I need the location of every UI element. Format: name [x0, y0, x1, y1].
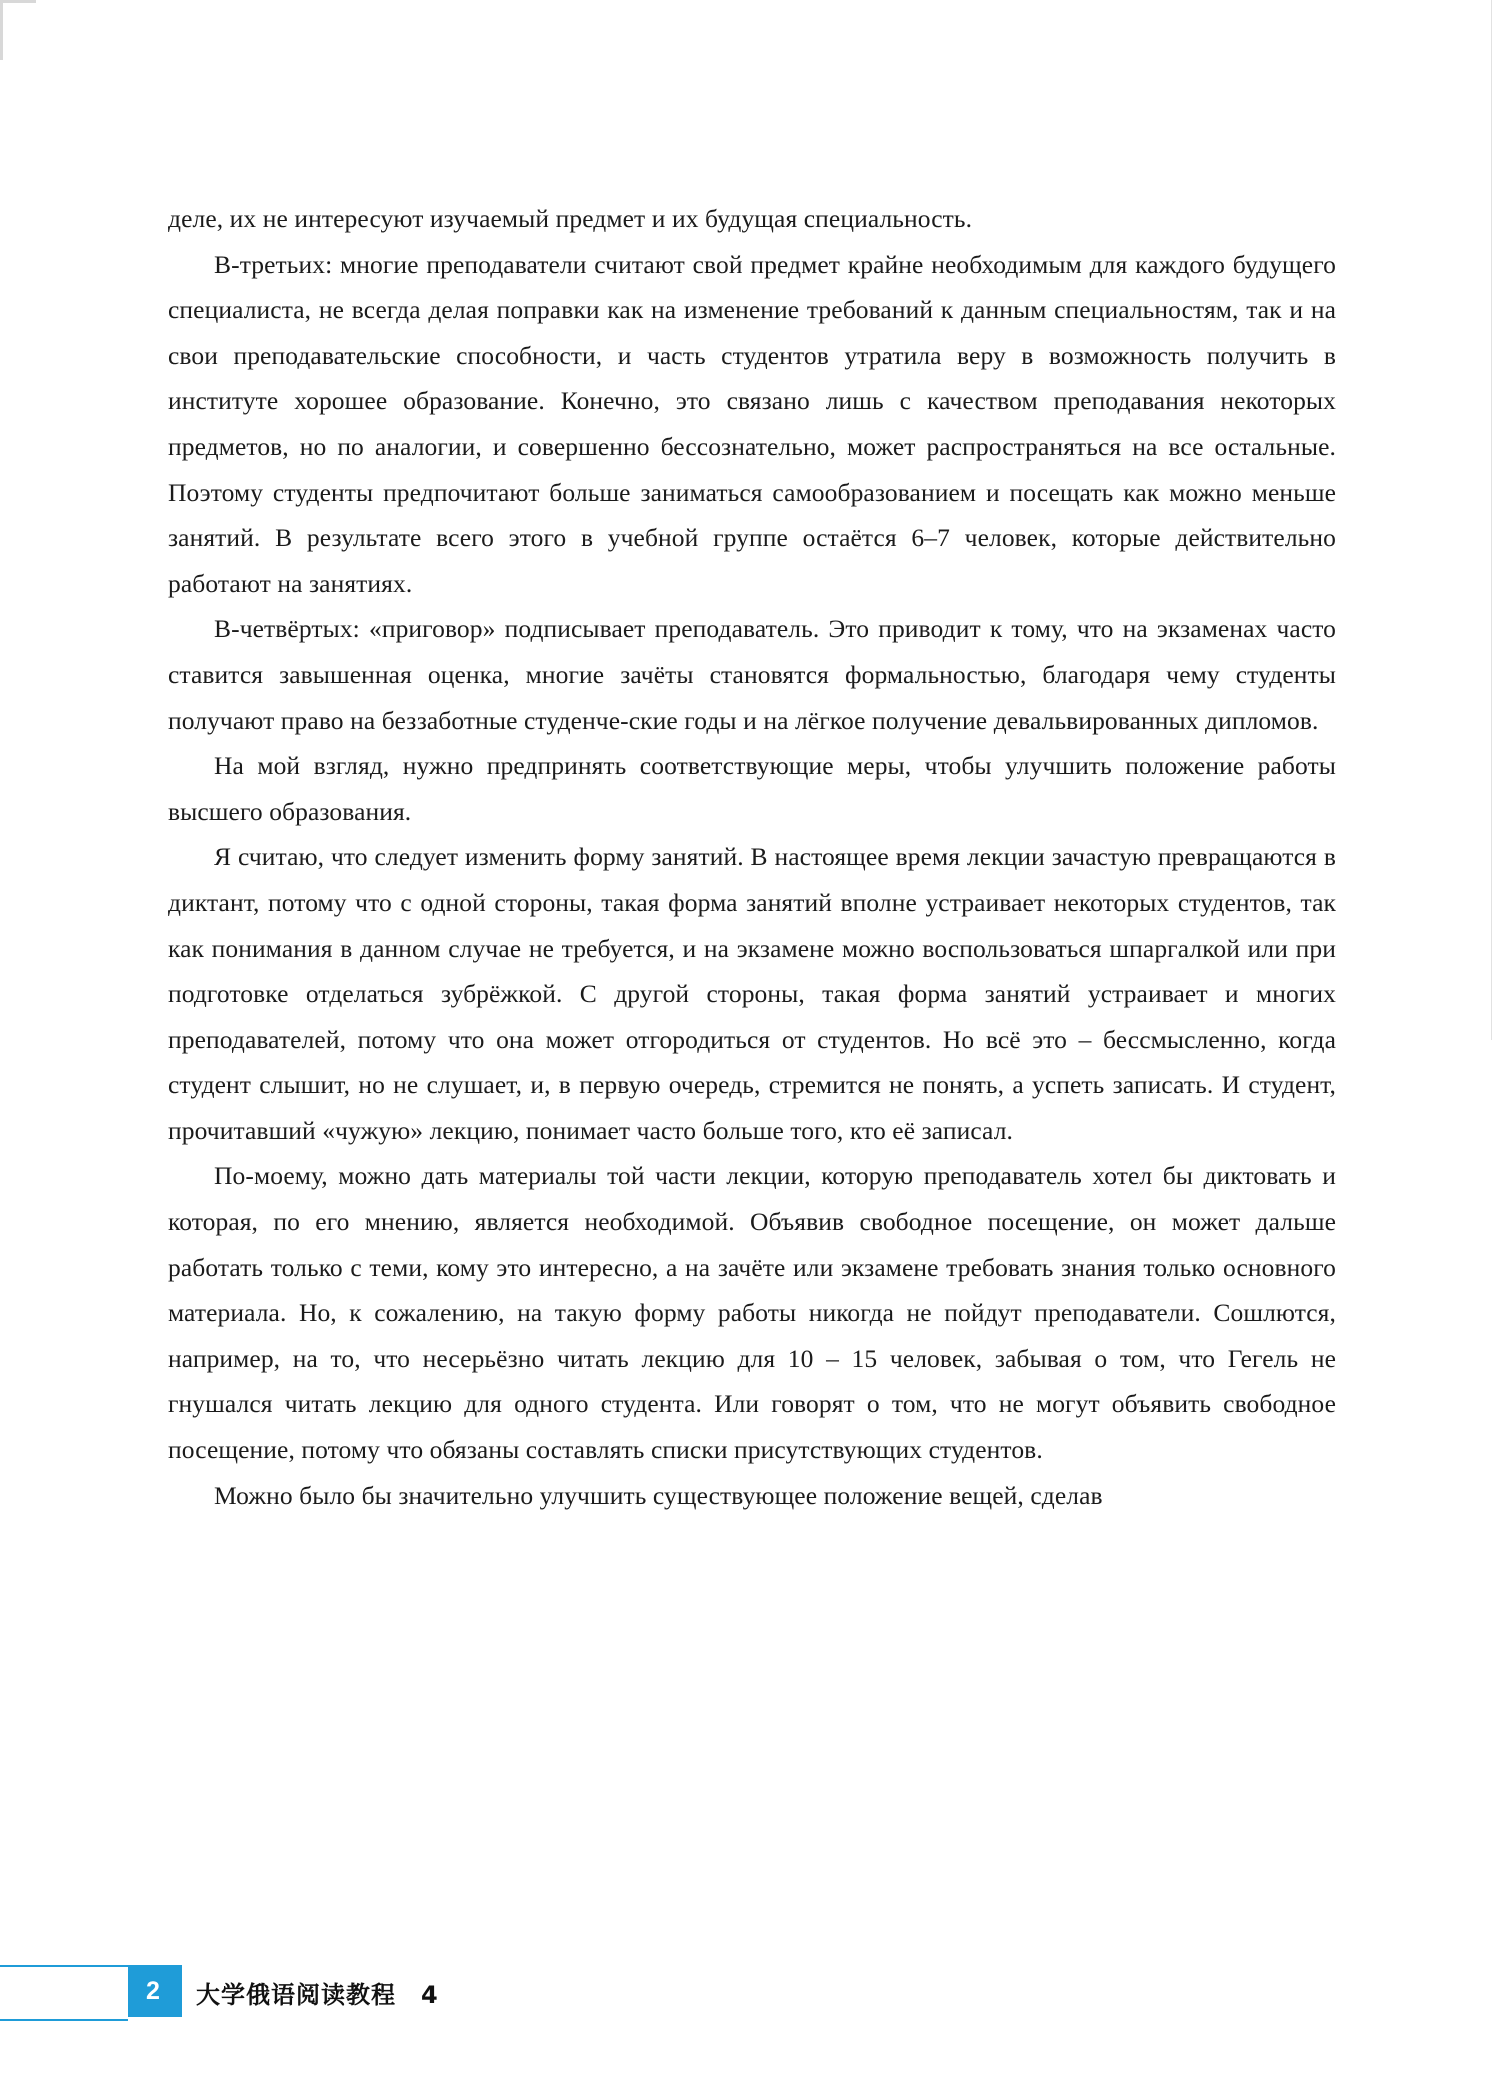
paragraph: деле, их не интересуют изучаемый предмет и их будущая специальность.	[168, 204, 973, 233]
page-footer	[0, 1965, 1504, 2021]
footer-page-number: 2	[146, 1977, 160, 2005]
footer-book-title: 大学俄语阅读教程 4	[196, 1981, 439, 2009]
page-edge-mark-top	[0, 0, 36, 3]
page-edge-mark-left	[0, 0, 3, 60]
paragraph: По-моему, можно дать материалы той части лекции, которую преподаватель хотел бы диктовать и которая, по его мнению, является необходимой. Объявив свободное посещение, он может дальше работать только с теми, кому это интересно, а на зачёте или экзамене требовать знания только основного материала. Но, к сожалению, на такую форму работы никогда не пойдут преподаватели. Сошлются, например, на то, что несерьёзно читать лекцию для 10 – 15 человек, забывая о том, что Гегель не гнушался читать лекцию для одного студента. Или говорят о том, что не могут объявить свободное посещение, потому что обязаны составлять списки присутствующих студентов.	[168, 1161, 1336, 1465]
footer-accent-bar-inner	[0, 1965, 128, 2021]
paragraph: На мой взгляд, нужно предпринять соответствующие меры, чтобы улучшить положение работы высшего образования.	[168, 751, 1336, 826]
paragraph: Можно было бы значительно улучшить существующее положение вещей, сделав	[214, 1480, 1103, 1510]
paragraph: Я считаю, что следует изменить форму занятий. В настоящее время лекции зачастую превращаются в диктант, потому что с одной стороны, такая форма занятий вполне устраивает некоторых студентов, так как понимания в данном случае не требуется, и на экзамене можно воспользоваться шпаргалкой или при подготовке отделаться зубрёжкой. С другой стороны, такая форма занятий устраивает и многих преподавателей, потому что она может отгородиться от студентов. Но всё это – бессмысленно, когда студент слышит, но не слушает, и, в первую очередь, стремится не понять, а успеть записать. И студент, прочитавший «чужую» лекцию, понимает часто больше того, кто её записал.	[168, 842, 1336, 1145]
body-text	[168, 196, 1336, 1518]
paragraph: В-четвёртых: «приговор» подписывает преподаватель. Это приводит к тому, что на экзаменах часто ставится завышенная оценка, многие зачёты становятся формальностью, благодаря чему студенты получают право на беззаботные студенче-ские годы и на лёгкое получение девальвированных дипломов.	[168, 614, 1336, 735]
page-edge-rule-right	[1491, 0, 1492, 1040]
paragraph: В-третьих: многие преподаватели считают свой предмет крайне необходимым для каждого будущего специалиста, не всегда делая поправки как на изменение требований к данным специальностям, так и на свои преподавательские способности, и часть студентов утратила веру в возможность получить в институте хорошее образование. Конечно, это связано лишь с качеством преподавания некоторых предметов, но по аналогии, и совершенно бессознательно, может распространяться на все остальные. Поэтому студенты предпочитают больше заниматься самообразованием и посещать как можно меньше занятий. В результате всего этого в учебной группе остаётся 6–7 человек, которые действительно работают на занятиях.	[168, 249, 1336, 598]
